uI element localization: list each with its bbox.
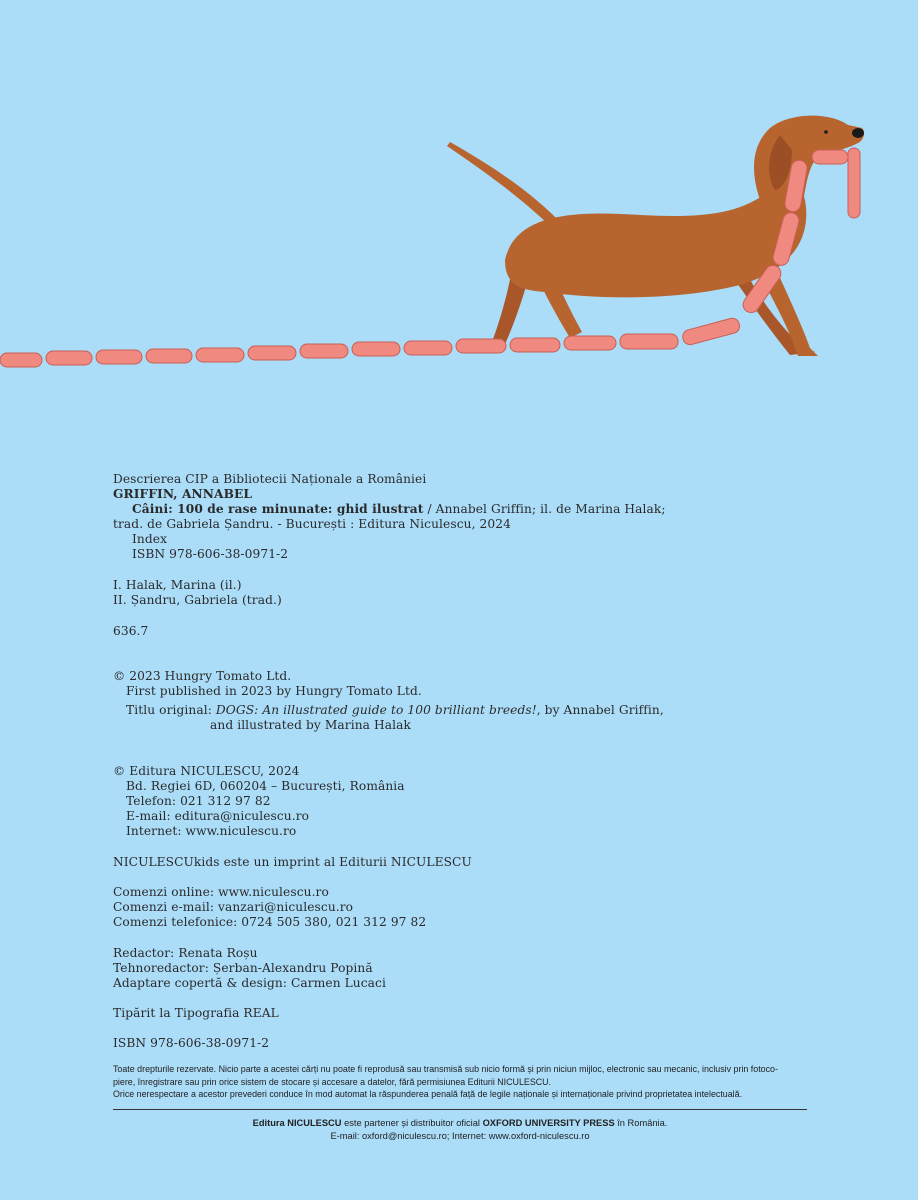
isbn-final: ISBN 978-606-38-0971-2 <box>113 1036 270 1050</box>
cip-classification: 636.7 <box>113 624 149 638</box>
legal-line-1: Toate drepturile rezervate. Nicio parte a acestei cărți nu poate fi reprodusă sau transmisă sub nicio formă și prin niciun mijloc, electronic sau mecanic, inclusiv prin fotoco- <box>113 1064 778 1074</box>
cip-index: Index <box>132 532 168 546</box>
orders-phone: Comenzi telefonice: 0724 505 380, 021 312 97 82 <box>113 915 427 929</box>
first-published: First published in 2023 by Hungry Tomato Ltd. <box>126 684 422 698</box>
publisher-phone: Telefon: 021 312 97 82 <box>126 794 271 808</box>
footer-partner <box>113 1117 807 1130</box>
original-title <box>126 703 664 718</box>
footer-contact: E-mail: oxford@niculescu.ro; Internet: www.oxford-niculescu.ro <box>330 1131 590 1141</box>
legal-line-3: Orice nerespectare a acestor prevederi conduce în mod automat la răspunderea penală față de legile naționale și internaționale privind proprietatea intelectuală. <box>113 1089 743 1099</box>
cip-contributor-1: I. Halak, Marina (il.) <box>113 578 242 592</box>
cip-title-line <box>132 502 666 517</box>
original-copyright: © 2023 Hungry Tomato Ltd. <box>113 669 292 683</box>
cip-title-bold: Câini: 100 de rase minunate: ghid ilustrat <box>132 502 424 516</box>
credit-cover: Adaptare copertă & design: Carmen Lucaci <box>113 976 386 990</box>
cip-header: Descrierea CIP a Bibliotecii Naționale a României <box>113 472 427 486</box>
credit-typesetter: Tehnoredactor: Șerban-Alexandru Popină <box>113 961 373 975</box>
footer-divider <box>113 1109 807 1110</box>
cip-line2: trad. de Gabriela Șandru. - București : Editura Niculescu, 2024 <box>113 517 511 531</box>
original-title-suffix: , by Annabel Griffin, <box>536 703 664 717</box>
dachshund-illustration <box>0 0 918 420</box>
publisher-address: Bd. Regiei 6D, 060204 – București, România <box>126 779 405 793</box>
cip-title-rest: / Annabel Griffin; il. de Marina Halak; <box>423 502 666 516</box>
original-title-prefix: Titlu original: <box>126 703 216 717</box>
imprint-note: NICULESCUkids este un imprint al Editurii NICULESCU <box>113 855 472 869</box>
illustrated-by: and illustrated by Marina Halak <box>210 718 411 732</box>
cip-contributor-2: II. Șandru, Gabriela (trad.) <box>113 593 282 607</box>
legal-line-2: piere, înregistrare sau prin orice sistem de stocare și accesare a datelor, fără permisiunea Editurii NICULESCU. <box>113 1076 552 1087</box>
credit-editor: Redactor: Renata Roșu <box>113 946 258 960</box>
orders-online: Comenzi online: www.niculescu.ro <box>113 885 329 899</box>
printing-note: Tipărit la Tipografia REAL <box>113 1006 279 1020</box>
footer-country: în România. <box>614 1118 668 1128</box>
cip-author: GRIFFIN, ANNABEL <box>113 487 253 501</box>
orders-email: Comenzi e-mail: vanzari@niculescu.ro <box>113 900 354 914</box>
publisher-email: E-mail: editura@niculescu.ro <box>126 809 310 823</box>
footer-partner-text: este partener și distribuitor oficial <box>341 1118 483 1128</box>
cip-isbn: ISBN 978-606-38-0971-2 <box>132 547 289 561</box>
original-title-italic: DOGS: An illustrated guide to 100 brilliant breeds! <box>215 703 537 717</box>
legal-notice <box>113 1063 813 1101</box>
footer-oup: OXFORD UNIVERSITY PRESS <box>482 1118 615 1128</box>
publisher-internet: Internet: www.niculescu.ro <box>126 824 297 838</box>
publisher-copyright: © Editura NICULESCU, 2024 <box>113 764 300 778</box>
footer-publisher: Editura NICULESCU <box>252 1118 342 1128</box>
